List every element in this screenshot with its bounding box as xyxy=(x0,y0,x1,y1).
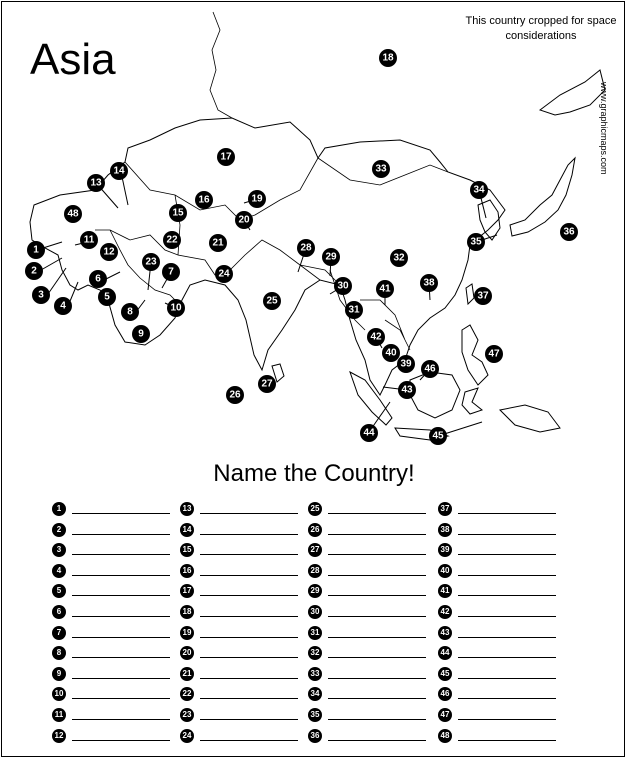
marker-38 xyxy=(420,274,438,292)
answer-number-badge: 3 xyxy=(52,543,66,557)
answer-blank-line[interactable] xyxy=(200,637,298,638)
answer-number-badge: 18 xyxy=(180,605,194,619)
marker-20 xyxy=(235,211,253,229)
answer-blank-line[interactable] xyxy=(72,554,170,555)
answer-blank-line[interactable] xyxy=(200,513,298,514)
svg-text:13: 13 xyxy=(90,177,102,189)
answer-blank-line[interactable] xyxy=(200,657,298,658)
svg-text:2: 2 xyxy=(31,265,37,277)
marker-28 xyxy=(297,239,315,257)
svg-text:43: 43 xyxy=(401,384,413,396)
marker-14 xyxy=(110,162,128,180)
svg-text:40: 40 xyxy=(385,347,397,359)
svg-text:42: 42 xyxy=(370,331,382,343)
worksheet-heading: Name the Country! xyxy=(213,460,415,487)
svg-text:38: 38 xyxy=(423,277,435,289)
marker-25 xyxy=(263,292,281,310)
answer-number-badge: 10 xyxy=(52,687,66,701)
marker-12 xyxy=(100,243,118,261)
answer-blank-line[interactable] xyxy=(458,698,556,699)
marker-34 xyxy=(470,181,488,199)
svg-text:8: 8 xyxy=(127,306,133,318)
answer-number-badge: 24 xyxy=(180,729,194,743)
svg-text:22: 22 xyxy=(166,234,178,246)
svg-text:4: 4 xyxy=(60,300,66,312)
marker-41 xyxy=(376,280,394,298)
svg-text:47: 47 xyxy=(488,348,500,360)
answer-blank-line[interactable] xyxy=(200,534,298,535)
svg-text:5: 5 xyxy=(104,291,110,303)
marker-17 xyxy=(217,148,235,166)
svg-text:26: 26 xyxy=(229,389,241,401)
answer-number-badge: 7 xyxy=(52,626,66,640)
answer-number-badge: 5 xyxy=(52,584,66,598)
answer-number-badge: 1 xyxy=(52,502,66,516)
svg-text:41: 41 xyxy=(379,283,391,295)
answer-blank-line[interactable] xyxy=(458,657,556,658)
marker-1 xyxy=(27,241,45,259)
answer-blank-line[interactable] xyxy=(72,719,170,720)
svg-text:12: 12 xyxy=(103,246,115,258)
answer-blank-line[interactable] xyxy=(72,637,170,638)
marker-9 xyxy=(132,325,150,343)
answer-blank-line[interactable] xyxy=(328,534,426,535)
answer-blank-line[interactable] xyxy=(200,698,298,699)
answer-number-badge: 20 xyxy=(180,646,194,660)
answer-blank-line[interactable] xyxy=(328,616,426,617)
marker-42 xyxy=(367,328,385,346)
credit-text: www.graphicmaps.com xyxy=(599,82,609,175)
svg-text:6: 6 xyxy=(95,273,101,285)
marker-35 xyxy=(467,233,485,251)
answer-number-badge: 11 xyxy=(52,708,66,722)
answer-blank-line[interactable] xyxy=(200,616,298,617)
answer-blank-line[interactable] xyxy=(72,513,170,514)
marker-36 xyxy=(560,223,578,241)
marker-10 xyxy=(167,299,185,317)
answer-blank-line[interactable] xyxy=(458,637,556,638)
svg-text:36: 36 xyxy=(563,226,575,238)
answer-blank-line[interactable] xyxy=(458,595,556,596)
answer-number-badge: 41 xyxy=(438,584,452,598)
answer-number-badge: 16 xyxy=(180,564,194,578)
japan-outline xyxy=(510,70,605,236)
svg-text:37: 37 xyxy=(477,290,489,302)
svg-text:11: 11 xyxy=(83,234,95,246)
answer-blank-line[interactable] xyxy=(200,595,298,596)
borneo-outline xyxy=(410,372,460,418)
answer-number-badge: 6 xyxy=(52,605,66,619)
answer-number-badge: 44 xyxy=(438,646,452,660)
answer-blank-line[interactable] xyxy=(200,719,298,720)
map-markers xyxy=(25,49,578,445)
marker-11 xyxy=(80,231,98,249)
answer-blank-line[interactable] xyxy=(72,740,170,741)
answer-number-badge: 40 xyxy=(438,564,452,578)
answer-number-badge: 27 xyxy=(308,543,322,557)
answer-blank-line[interactable] xyxy=(200,554,298,555)
marker-21 xyxy=(209,234,227,252)
answer-number-badge: 17 xyxy=(180,584,194,598)
answer-number-badge: 34 xyxy=(308,687,322,701)
svg-text:29: 29 xyxy=(325,251,337,263)
answer-blank-line[interactable] xyxy=(200,575,298,576)
answer-number-badge: 48 xyxy=(438,729,452,743)
marker-33 xyxy=(372,160,390,178)
answer-blank-line[interactable] xyxy=(328,637,426,638)
marker-39 xyxy=(397,355,415,373)
marker-6 xyxy=(89,270,107,288)
marker-7 xyxy=(162,263,180,281)
answer-number-badge: 46 xyxy=(438,687,452,701)
svg-text:45: 45 xyxy=(432,430,444,442)
svg-text:34: 34 xyxy=(473,184,485,196)
crop-note: This country cropped for space considerations xyxy=(465,15,617,42)
answer-blank-line[interactable] xyxy=(72,698,170,699)
answer-blank-line[interactable] xyxy=(458,554,556,555)
marker-47 xyxy=(485,345,503,363)
philippines-outline xyxy=(462,325,488,385)
answer-number-badge: 47 xyxy=(438,708,452,722)
answer-number-badge: 37 xyxy=(438,502,452,516)
answer-blank-line[interactable] xyxy=(458,678,556,679)
answer-number-badge: 21 xyxy=(180,667,194,681)
marker-44 xyxy=(360,424,378,442)
marker-45 xyxy=(429,427,447,445)
svg-text:7: 7 xyxy=(168,266,174,278)
marker-30 xyxy=(334,277,352,295)
page-title: Asia xyxy=(30,35,116,84)
answer-number-badge: 32 xyxy=(308,646,322,660)
answer-blank-line[interactable] xyxy=(72,657,170,658)
marker-23 xyxy=(142,253,160,271)
marker-24 xyxy=(215,265,233,283)
answer-number-badge: 22 xyxy=(180,687,194,701)
svg-text:30: 30 xyxy=(337,280,349,292)
answer-number-badge: 13 xyxy=(180,502,194,516)
svg-text:19: 19 xyxy=(251,193,263,205)
svg-text:17: 17 xyxy=(220,151,232,163)
answer-number-badge: 28 xyxy=(308,564,322,578)
answer-blank-line[interactable] xyxy=(458,534,556,535)
answer-number-badge: 23 xyxy=(180,708,194,722)
svg-text:15: 15 xyxy=(172,207,184,219)
svg-text:14: 14 xyxy=(113,165,125,177)
svg-text:16: 16 xyxy=(198,194,210,206)
marker-22 xyxy=(163,231,181,249)
svg-text:31: 31 xyxy=(348,304,360,316)
svg-text:35: 35 xyxy=(470,236,482,248)
svg-text:23: 23 xyxy=(145,256,157,268)
marker-5 xyxy=(98,288,116,306)
marker-8 xyxy=(121,303,139,321)
answer-number-badge: 12 xyxy=(52,729,66,743)
sumatra-outline xyxy=(350,372,392,425)
marker-46 xyxy=(421,360,439,378)
marker-19 xyxy=(248,190,266,208)
marker-13 xyxy=(87,174,105,192)
svg-text:21: 21 xyxy=(212,237,224,249)
svg-text:46: 46 xyxy=(424,363,436,375)
korea-outline xyxy=(478,200,500,240)
svg-text:1: 1 xyxy=(33,244,39,256)
answer-number-badge: 35 xyxy=(308,708,322,722)
svg-text:27: 27 xyxy=(261,378,273,390)
svg-text:24: 24 xyxy=(218,268,230,280)
marker-32 xyxy=(390,249,408,267)
answer-number-badge: 39 xyxy=(438,543,452,557)
sulawesi-outline xyxy=(462,388,560,432)
answer-number-badge: 30 xyxy=(308,605,322,619)
answer-number-badge: 26 xyxy=(308,523,322,537)
answer-blank-line[interactable] xyxy=(72,678,170,679)
answer-number-badge: 33 xyxy=(308,667,322,681)
answer-blank-line[interactable] xyxy=(200,678,298,679)
answer-blank-line[interactable] xyxy=(328,554,426,555)
svg-text:33: 33 xyxy=(375,163,387,175)
marker-2 xyxy=(25,262,43,280)
answer-number-badge: 45 xyxy=(438,667,452,681)
answer-number-badge: 42 xyxy=(438,605,452,619)
answer-number-badge: 9 xyxy=(52,667,66,681)
svg-text:44: 44 xyxy=(363,427,375,439)
marker-18 xyxy=(379,49,397,67)
answer-blank-line[interactable] xyxy=(328,595,426,596)
marker-15 xyxy=(169,204,187,222)
answer-grid xyxy=(52,502,572,752)
marker-37 xyxy=(474,287,492,305)
answer-blank-line[interactable] xyxy=(458,513,556,514)
svg-text:9: 9 xyxy=(138,328,144,340)
answer-number-badge: 43 xyxy=(438,626,452,640)
answer-blank-line[interactable] xyxy=(328,575,426,576)
answer-blank-line[interactable] xyxy=(328,513,426,514)
marker-43 xyxy=(398,381,416,399)
answer-number-badge: 38 xyxy=(438,523,452,537)
svg-text:48: 48 xyxy=(67,208,79,220)
answer-number-badge: 2 xyxy=(52,523,66,537)
marker-31 xyxy=(345,301,363,319)
marker-27 xyxy=(258,375,276,393)
answer-blank-line[interactable] xyxy=(328,698,426,699)
answer-blank-line[interactable] xyxy=(72,534,170,535)
answer-number-badge: 31 xyxy=(308,626,322,640)
marker-4 xyxy=(54,297,72,315)
answer-blank-line[interactable] xyxy=(328,719,426,720)
svg-text:18: 18 xyxy=(382,52,394,64)
svg-text:39: 39 xyxy=(400,358,412,370)
answer-number-badge: 36 xyxy=(308,729,322,743)
answer-blank-line[interactable] xyxy=(328,678,426,679)
svg-text:25: 25 xyxy=(266,295,278,307)
answer-number-badge: 8 xyxy=(52,646,66,660)
answer-blank-line[interactable] xyxy=(458,575,556,576)
marker-3 xyxy=(32,286,50,304)
answer-blank-line[interactable] xyxy=(72,575,170,576)
marker-48 xyxy=(64,205,82,223)
taiwan-outline xyxy=(466,284,474,304)
answer-number-badge: 25 xyxy=(308,502,322,516)
svg-text:20: 20 xyxy=(238,214,250,226)
svg-text:28: 28 xyxy=(300,242,312,254)
svg-text:32: 32 xyxy=(393,252,405,264)
marker-26 xyxy=(226,386,244,404)
answer-blank-line[interactable] xyxy=(458,616,556,617)
answer-blank-line[interactable] xyxy=(328,740,426,741)
answer-number-badge: 19 xyxy=(180,626,194,640)
svg-text:3: 3 xyxy=(38,289,44,301)
answer-number-badge: 4 xyxy=(52,564,66,578)
answer-number-badge: 15 xyxy=(180,543,194,557)
answer-number-badge: 14 xyxy=(180,523,194,537)
answer-blank-line[interactable] xyxy=(458,740,556,741)
svg-text:10: 10 xyxy=(170,302,182,314)
answer-blank-line[interactable] xyxy=(72,616,170,617)
answer-blank-line[interactable] xyxy=(72,595,170,596)
answer-number-badge: 29 xyxy=(308,584,322,598)
answer-blank-line[interactable] xyxy=(200,740,298,741)
answer-blank-line[interactable] xyxy=(458,719,556,720)
marker-40 xyxy=(382,344,400,362)
marker-16 xyxy=(195,191,213,209)
marker-29 xyxy=(322,248,340,266)
answer-blank-line[interactable] xyxy=(328,657,426,658)
